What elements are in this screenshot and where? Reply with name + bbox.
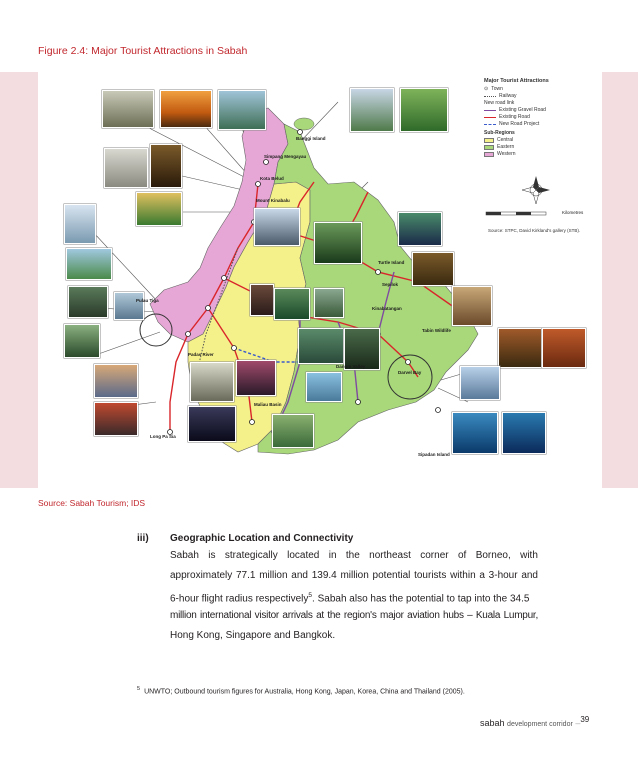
place-label: Simpang Mengayau <box>264 154 307 159</box>
word: 3-hour <box>488 570 518 581</box>
word: million <box>170 610 197 621</box>
legend-label: Existing Road <box>499 114 530 120</box>
photo-thumbnail <box>218 90 266 130</box>
word: a <box>479 570 485 581</box>
photo-thumbnail <box>94 364 138 398</box>
word: in <box>328 550 337 561</box>
footer-brand: sabah <box>480 718 505 728</box>
photo-thumbnail <box>104 148 148 188</box>
word: arrivals <box>282 610 313 621</box>
photo-thumbnail <box>150 144 182 188</box>
photo-thumbnail <box>254 208 300 246</box>
line-text <box>170 586 529 606</box>
place-label: Banggi Island <box>296 136 326 141</box>
place-label: Danum Valley <box>336 364 366 369</box>
word: with <box>520 550 538 561</box>
legend-label: Railway <box>499 93 517 99</box>
figure-source: Source: Sabah Tourism; IDS <box>38 498 146 508</box>
word: is <box>208 550 216 561</box>
word: and <box>521 570 538 581</box>
word: hubs <box>443 610 464 621</box>
place-label: Darvel Bay <box>398 370 422 375</box>
word: at <box>316 610 324 621</box>
photo-thumbnail <box>412 252 454 286</box>
paragraph-line <box>170 606 538 626</box>
place-label: Turtle Island <box>378 260 405 265</box>
photo-thumbnail <box>452 286 492 326</box>
legend-item <box>484 107 600 114</box>
word: Sabah <box>170 550 199 561</box>
section-heading: Geographic Location and Connectivity <box>170 533 354 544</box>
word: of <box>457 550 467 561</box>
word: – <box>467 610 473 621</box>
place-label: Mount Kinabalu <box>256 198 290 203</box>
word: Borneo, <box>475 550 511 561</box>
legend-item <box>484 137 600 144</box>
decorative-side-band-left <box>0 72 38 488</box>
legend-label: New Road Project <box>499 121 540 127</box>
word: visitor <box>254 610 280 621</box>
legend-title: Major Tourist Attractions <box>484 78 549 84</box>
word: aviation <box>407 610 440 621</box>
legend-item <box>484 86 600 93</box>
word: Lumpur, <box>503 610 538 621</box>
word: Kuala <box>475 610 501 621</box>
footer-subtitle: development corridor <box>507 721 573 728</box>
page-footer <box>480 715 590 728</box>
tourist-attractions-map <box>38 72 602 488</box>
figure-title: Figure 2.4: Major Tourist Attractions in Sabah <box>38 45 248 57</box>
photo-thumbnail <box>306 372 342 402</box>
place-label: Sipadan Island <box>418 452 450 457</box>
place-label: Long Pa Sia <box>150 434 176 439</box>
word: within <box>450 570 476 581</box>
photo-thumbnail <box>314 222 362 264</box>
paragraph-line: Hong Kong, Singapore and Bangkok. <box>170 630 336 641</box>
photo-thumbnail <box>398 212 442 246</box>
new-road-icon <box>484 124 496 125</box>
western-swatch <box>484 152 494 157</box>
legend-label: Western <box>497 151 516 157</box>
word: strategically <box>224 550 278 561</box>
scale-bar <box>486 212 546 215</box>
legend-item <box>484 144 600 151</box>
footer-dash: – <box>575 718 581 728</box>
footnote-reference: 5 <box>308 592 313 599</box>
word: million <box>340 570 369 581</box>
photo-thumbnail <box>272 414 314 448</box>
north-arrow-compass <box>522 176 550 204</box>
photo-thumbnail <box>188 406 236 442</box>
word: 77.1 <box>236 570 256 581</box>
central-swatch <box>484 138 494 143</box>
word: major <box>380 610 404 621</box>
paragraph-line <box>170 586 538 606</box>
word: potential <box>372 570 411 581</box>
scale-unit-label: Kilometres <box>562 210 584 215</box>
legend-label: Central <box>497 137 514 143</box>
photo-thumbnail <box>94 402 138 436</box>
photo-thumbnail <box>460 366 500 400</box>
place-label: Maliau Basin <box>254 402 282 407</box>
section-body-paragraph <box>170 546 538 646</box>
photo-thumbnail <box>64 204 96 244</box>
legend-subregions-title: Sub-Regions <box>484 130 515 136</box>
word: and <box>291 570 308 581</box>
line-text-part: 6-hour flight radius respectively <box>170 593 309 605</box>
photo-thumbnail <box>350 88 394 132</box>
place-label: Pulau Tiga <box>136 298 159 303</box>
photo-thumbnail <box>250 284 274 316</box>
page-number: 39 <box>580 715 590 724</box>
paragraph-line <box>170 546 538 566</box>
photo-thumbnail <box>274 288 310 320</box>
word: located <box>287 550 320 561</box>
word: approximately <box>170 570 233 581</box>
place-label: Kinabatangan <box>372 306 402 311</box>
legend-label: Existing Gravel Road <box>499 107 546 113</box>
legend-item <box>484 114 600 121</box>
town-icon: ⊙ <box>484 86 489 92</box>
photo-thumbnail <box>400 88 448 132</box>
photo-thumbnail <box>68 286 108 318</box>
photo-thumbnail <box>542 328 586 368</box>
word: 139.4 <box>311 570 337 581</box>
legend-item <box>484 151 600 158</box>
legend-item <box>484 121 600 128</box>
word: region's <box>343 610 377 621</box>
photo-thumbnail <box>136 192 182 226</box>
section-number: iii) <box>137 533 149 544</box>
footnote-text: UNWTO; Outbound tourism figures for Australia, Hong Kong, Japan, Korea, China and Thailand (2005). <box>144 688 465 696</box>
photo-thumbnail <box>314 288 344 318</box>
word: international <box>200 610 252 621</box>
line-text-part: . Sabah also has the potential to tap into the 34.5 <box>312 593 530 605</box>
photo-thumbnail <box>64 324 100 358</box>
decorative-side-band-right <box>602 72 638 488</box>
photo-thumbnail <box>498 328 542 368</box>
place-label: Sepilok <box>382 282 399 287</box>
photo-thumbnail <box>298 328 344 364</box>
word: northeast <box>369 550 411 561</box>
legend-label: Eastern <box>497 144 515 150</box>
photo-thumbnail <box>502 412 546 454</box>
map-source-note: Source: STPC, David Kirkland's gallery (STB). <box>488 228 581 233</box>
gravel-road-icon <box>484 110 496 111</box>
place-label: Padas River <box>188 352 214 357</box>
word: tourists <box>414 570 447 581</box>
map-legend <box>484 78 600 158</box>
legend-road-title: New road link <box>484 100 515 106</box>
photo-thumbnail <box>452 412 498 454</box>
photo-thumbnail <box>236 360 276 396</box>
photo-thumbnail <box>190 362 234 402</box>
word: corner <box>420 550 449 561</box>
footnote <box>137 686 465 695</box>
word: the <box>345 550 360 561</box>
footnote-number: 5 <box>137 686 141 692</box>
word: million <box>259 570 288 581</box>
banggi-island-shape <box>294 118 314 130</box>
legend-label: Town <box>491 86 503 92</box>
word: the <box>327 610 341 621</box>
place-label: Kota Belud <box>260 176 284 181</box>
photo-thumbnail <box>114 292 144 320</box>
photo-thumbnail <box>66 248 112 280</box>
railway-icon <box>484 96 496 97</box>
photo-thumbnail <box>160 90 212 128</box>
paragraph-line <box>170 566 538 586</box>
eastern-swatch <box>484 145 494 150</box>
existing-road-icon <box>484 117 496 118</box>
photo-thumbnail <box>102 90 154 128</box>
legend-item <box>484 93 600 100</box>
place-label: Tabin Wildlife <box>422 328 451 333</box>
